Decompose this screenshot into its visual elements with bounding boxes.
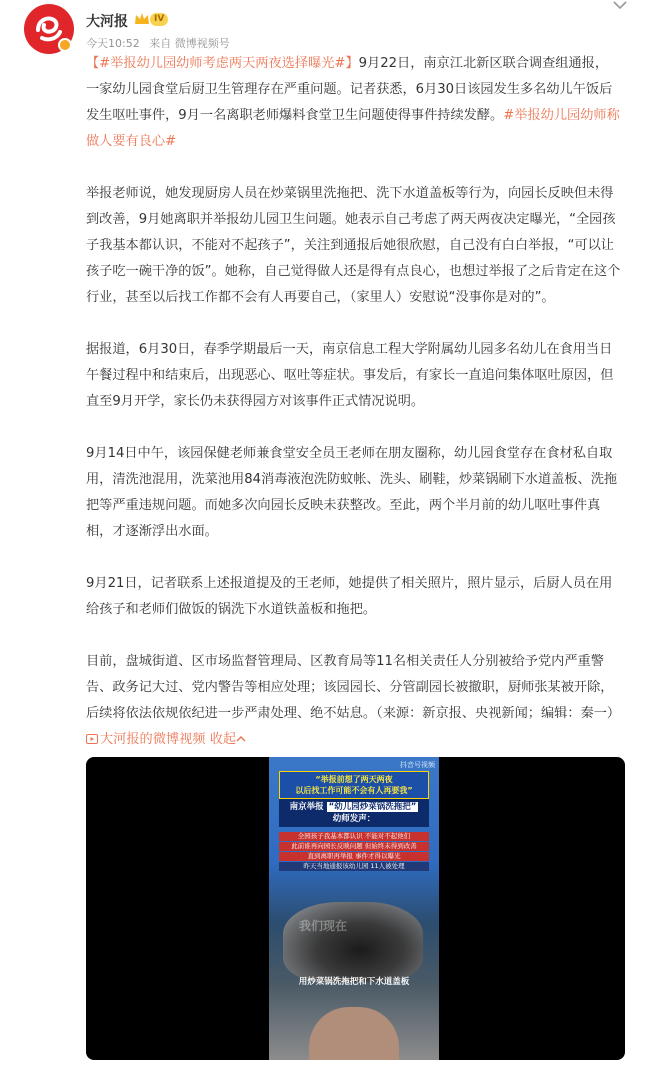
paragraph-4: 9月14日中午，该园保健老师兼食堂安全员王老师在朋友圈称，幼儿园食堂存在食材私自取用，清洗池混用，洗菜池用84消毒液泡洗防蚊帐、洗头、刷鞋，炒菜锅刷下水道盖板、洗拖把等严重违规问题。而她多次向园长反映未获整改。至此，两个半月前的幼儿呕吐事件真相，才逐渐浮出水面。	[86, 446, 618, 539]
video-link-icon	[86, 734, 98, 744]
collapse-label: 收起	[209, 732, 237, 747]
video-title-highlight: “幼儿园炒菜锅洗拖把”	[328, 802, 417, 812]
video-subtitle: 昨天当地通报该幼儿园 11人被处理	[279, 862, 429, 871]
video-banner-title	[279, 799, 429, 827]
video-link-label: 大河报的微博视频	[100, 732, 206, 747]
paragraph-6	[86, 649, 621, 753]
video-link[interactable]	[86, 732, 206, 747]
post-meta	[86, 35, 236, 51]
paragraph-text: 9月22日，南京江北新区联合调查组通报，一家幼儿园食堂后厨卫生管理存在严重问题。记者获悉，6月30日该园发生多名幼儿午饭后发生呕吐事件，9月一名离职老师爆料食堂卫生问题使得事件持续发酵。	[86, 56, 613, 123]
video-subtitle: 直到离职再举报 事件才得以曝光	[279, 852, 429, 861]
paragraph-1	[86, 51, 621, 155]
video-banner-line: “举报前想了两天两夜	[315, 775, 393, 784]
video-player[interactable]	[86, 757, 625, 1060]
author-name[interactable]: 大河报	[86, 14, 128, 30]
video-wok-image	[283, 902, 423, 982]
video-person-image	[309, 1007, 399, 1060]
video-caption: 用炒菜锅洗拖把和下水道盖板	[298, 977, 410, 987]
video-subtitle: 全园孩子我基本都认识 不能对不起他们	[279, 832, 429, 841]
video-logo: 抖音号视频	[400, 761, 435, 769]
chevron-up-icon	[236, 735, 246, 743]
level-badge: IV	[150, 13, 168, 26]
paragraph-2: 举报老师说，她发现厨房人员在炒菜锅里洗拖把、洗下水道盖板等行为，向园长反映但未得到改善，9月她离职并举报幼儿园卫生问题。她表示自己考虑了两天两夜决定曝光，“全园孩子我基本都认识，不能对不起孩子”，关注到通报后她很欣慰，自己没有白白举报，“可以让孩子吃一碗干净的饭”。她称，自己觉得做人还是得有点良心，也想过举报了之后肯定在这个行业，甚至以后找工作都不会有人再要自己，（家里人）安慰说“没事你是对的”。	[86, 186, 621, 305]
collapse-button[interactable]	[210, 732, 246, 747]
video-subtitle-lines	[279, 831, 429, 872]
post-source[interactable]: 来自 微博视频号	[149, 37, 230, 50]
chevron-down-icon[interactable]	[612, 0, 628, 12]
post-time: 今天10:52	[86, 37, 140, 50]
paragraph-5: 9月21日，记者联系上述报道提及的王老师，她提供了相关照片，照片显示，后厨人员在用给孩子和老师们做饭的锅洗下水道铁盖板和拖把。	[86, 576, 613, 617]
video-title-suffix: 幼师发声：	[332, 814, 376, 824]
hashtag-link[interactable]: 【#举报幼儿园幼师考虑两天两夜选择曝光#】	[86, 56, 359, 71]
video-banner-line: 以后找工作可能不会有人再要我”	[295, 786, 413, 795]
paragraph-3: 据报道，6月30日，春季学期最后一天，南京信息工程大学附属幼儿园多名幼儿在食用当日午餐过程中和结束后，出现恶心、呕吐等症状。事发后，有家长一直追问集体呕吐原因，但直至9月开学，家长仍未获得园方对该事件正式情况说明。	[86, 342, 614, 409]
hashtag-link[interactable]: #举报幼儿园幼师称做人要有良心#	[86, 108, 620, 149]
paragraph-text: 目前，盘城街道、区市场监督管理局、区教育局等11名相关责任人分别被给予党内严重警告、政务记大过、党内警告等相应处理；该园园长、分管副园长被撤职，厨师张某被开除，后续将依法依规依纪进一步严肃处理、绝不姑息。（来源：新京报、央视新闻；编辑：秦一）	[86, 654, 621, 721]
post-body	[86, 51, 621, 779]
video-frame	[269, 757, 439, 1060]
video-title-prefix: 南京举报	[289, 802, 324, 812]
video-subtitle: 此前谁再向园长反映问题 但始终未得到改善	[279, 842, 429, 851]
verified-badge	[58, 38, 72, 52]
video-banner-quote	[279, 771, 429, 799]
crown-icon	[134, 12, 150, 26]
video-watermark: 我们现在	[299, 919, 348, 933]
